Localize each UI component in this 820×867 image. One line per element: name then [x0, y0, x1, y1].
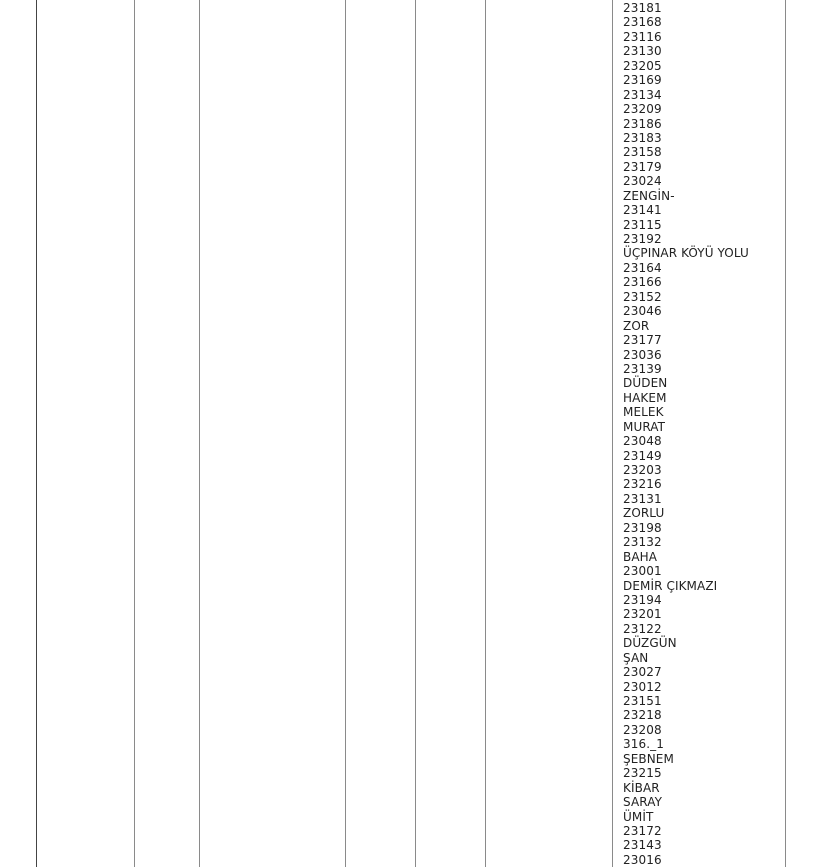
- street-entry: ÜMİT: [623, 809, 654, 824]
- column-divider: [199, 0, 200, 867]
- street-entry: SARAY: [623, 795, 663, 810]
- street-entry: KİBAR: [623, 780, 660, 795]
- street-entry: DEMİR ÇIKMAZI: [623, 578, 718, 593]
- street-entry: 23149: [623, 448, 662, 463]
- street-entry: ZOR: [623, 318, 650, 333]
- street-entry: 23205: [623, 58, 662, 73]
- street-entry: 23192: [623, 232, 662, 246]
- street-entry: 23141: [623, 203, 662, 218]
- column-divider: [785, 0, 786, 867]
- street-entry: 23179: [623, 159, 662, 174]
- street-entry: 23164: [623, 260, 662, 275]
- street-entry: ŞAN: [623, 650, 649, 665]
- street-entry: 23016: [623, 852, 662, 867]
- street-entry: 23152: [623, 289, 662, 304]
- street-entry: 23036: [623, 347, 662, 362]
- street-entry: 23122: [623, 621, 662, 636]
- street-entry: 23027: [623, 665, 662, 680]
- street-entry: 23143: [623, 838, 662, 853]
- street-entry: DÜDEN: [623, 376, 668, 391]
- street-entry: 23168: [623, 15, 662, 30]
- column-divider: [134, 0, 135, 867]
- column-divider: [612, 0, 613, 867]
- street-entry: 23181: [623, 1, 662, 15]
- column-divider: [36, 0, 37, 867]
- street-entry: 23215: [623, 766, 662, 781]
- street-entry: 23132: [623, 535, 662, 550]
- street-entry: 23177: [623, 333, 662, 348]
- street-entry: 23208: [623, 722, 662, 737]
- street-entry: 23134: [623, 87, 662, 102]
- street-entry: 23201: [623, 607, 662, 622]
- street-entry: 23194: [623, 592, 662, 607]
- street-entry: 23046: [623, 304, 662, 319]
- street-entry: 23158: [623, 145, 662, 160]
- street-entry: 23139: [623, 361, 662, 376]
- street-entry: 23116: [623, 29, 662, 44]
- street-entry: 23183: [623, 130, 662, 145]
- street-entry: 23151: [623, 694, 662, 708]
- street-entry: 23115: [623, 217, 662, 232]
- street-entry: 23001: [623, 564, 662, 579]
- street-entry: 23131: [623, 491, 662, 506]
- street-entry: 23169: [623, 73, 662, 88]
- street-entry: BAHA: [623, 549, 658, 564]
- column-divider: [345, 0, 346, 867]
- street-entry: ŞEBNEM: [623, 751, 674, 766]
- street-entry: 23198: [623, 520, 662, 535]
- street-entry: ZORLU: [623, 506, 665, 521]
- street-entry: 23216: [623, 477, 662, 492]
- street-entry: ZENGİN-: [623, 188, 675, 203]
- street-entry: MELEK: [623, 405, 664, 420]
- street-entry: 23012: [623, 679, 662, 694]
- street-entry: DÜZGÜN: [623, 636, 677, 651]
- street-list: [623, 1, 783, 867]
- street-entry: 23048: [623, 434, 662, 449]
- street-entry: 23203: [623, 463, 662, 477]
- street-entry: 23166: [623, 275, 662, 290]
- column-divider: [485, 0, 486, 867]
- street-entry: 23209: [623, 102, 662, 117]
- column-divider: [415, 0, 416, 867]
- street-entry: 23218: [623, 708, 662, 723]
- street-entry: 23186: [623, 116, 662, 131]
- street-entry: MURAT: [623, 419, 666, 434]
- street-entry: 316._1: [623, 737, 664, 752]
- street-entry: 23024: [623, 174, 662, 189]
- street-entry: ÜÇPINAR KÖYÜ YOLU: [623, 246, 749, 261]
- street-entry: 23130: [623, 44, 662, 59]
- street-entry: HAKEM: [623, 390, 667, 405]
- street-entry: 23172: [623, 823, 662, 838]
